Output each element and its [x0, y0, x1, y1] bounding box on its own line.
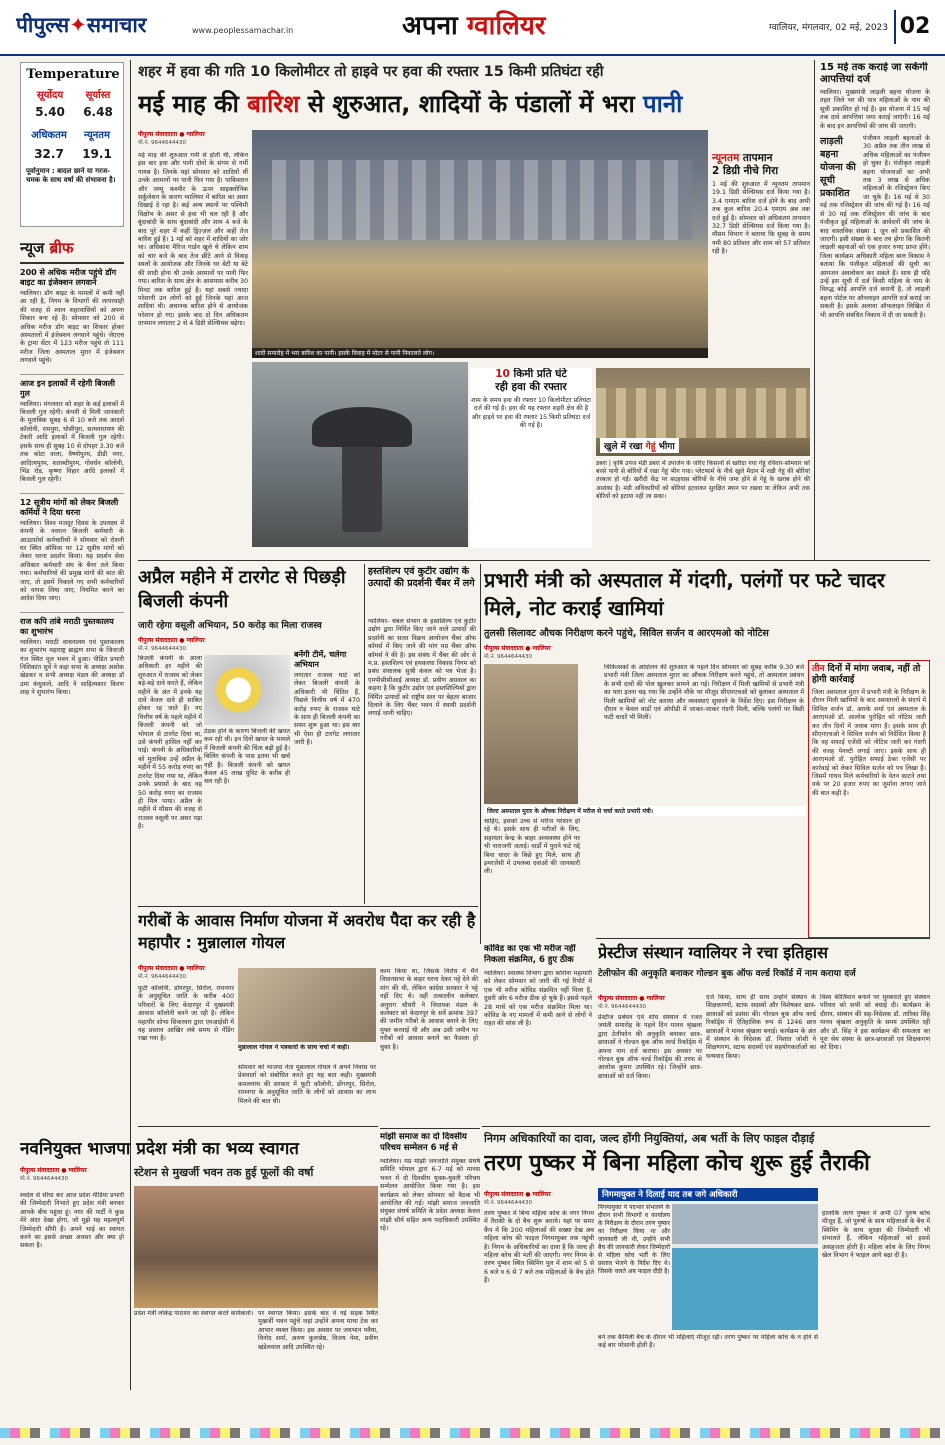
byline: पीपुल्स संवाददाता ● ग्वालियर	[20, 1167, 87, 1174]
mobile: मो.नं. 9644644430	[138, 140, 187, 146]
right-headline: 15 मई तक कराई जा सकेंगी आपत्तियां दर्ज	[820, 62, 928, 85]
mobile: मो.नं. 9644644430	[484, 1200, 533, 1206]
electric-body-2: ठंडक होने के कारण बिजली की खपत कम रही थी। इन दिनों खपत के मामले में बिजली कंपनी की चिंता बढ़ी हुई है। बिलिंग कंपनी के पास इतना भी खर्च नहीं है। बिजली कंपनी को खपत केवल 45 लाख यूनिट के करीब ही चल रही है।	[204, 728, 290, 786]
byline: पीपुल्स संवाददाता ● ग्वालियर	[484, 1191, 551, 1198]
hospital-body-2: चाहिए, इसको उच्च से मरीज परेशान हो रहे थे। इसके साथ ही मरीजों के लिए, सहायता केन्द्र के बाहर अव्यवस्था होने पर भी नाराजगी जताई। वार्डों में पुराने फटे गद्दे बिना चादर के बिछे हुए मिले, साथ ही इमरजेंसी में उपलब्ध दवाओं की जानकारी ली।	[484, 818, 580, 876]
mobile: मो.नं. 9644644430	[20, 1176, 69, 1182]
sunset-label: सूर्यास्त	[85, 90, 111, 101]
min-temp-head: न्यूनतम तापमान	[712, 152, 773, 164]
brief-headline: राज कपि तांबे मराठी पुस्तकालय का शुभारंभ	[20, 616, 114, 636]
electric-bulb-photo	[204, 655, 290, 725]
prestige-byline	[598, 994, 698, 1010]
corp-byline	[484, 1190, 584, 1206]
masthead	[0, 0, 945, 56]
corp-body-2: बने तक कैमिली बैच के दौरान भी महिलाएं मौजूद रहीं। तरण पुष्कर पर महिला कोच के न होने से कई बार परेशानी होती है।	[598, 1334, 818, 1350]
right-body-2: पंजीयन लाड़ली बहनाओं के 30 अप्रैल तक तीन लाख से अधिक महिलाओं का पंजीयन हो चुका है। पंजीकृत लाड़ली बहना योजनाओं का अभी तक 3 लाख से अधिक महिलाओं के रजिस्ट्रेशन किए जा चुके हैं। 16 मई से 30 मई तक रजिस्ट्रेशन की जांच की गई है। 16 मई से 30 मई तक रजिस्ट्रेशन की जांच के बाद पंजीकृत हुई महिलाओं के आवेदनों की जांच के बाद वास्तविक संख्या 1 जून को प्रकाशित की जाएगी। इसी संख्या के बाद तय होगा कि कितनी लाड़ली बहनाओं को एक हजार रुपए प्राप्त होंगे। जिला कार्यक्रम अधिकारी महिला बाल विकास ने बताया कि पंजीकृत महिलाओं की सूची का आमजन अवलोकन कर सकते हैं। साथ ही यदि उन्हें इस सूची में दर्ज किसी महिला के नाम के विरुद्ध कोई आपत्ति दर्ज करानी है, तो लाड़ली बहना पोर्टल पर ऑनलाइन आपत्ति दर्ज कराई जा सकती है। इसके अलावा ऑफलाइन लिखित में भी आपत्ति संबंधित निकाय में दी जा सकती है।	[820, 135, 930, 319]
bjp-body-2: पर स्वागत किया। इसके बाद वे नई सड़क स्थित मुखर्जी भवन पहुंचे जहां उन्होंने अपना माथा टेक कर आभार व्यक्त किया। इस अवसर पर जयभान पवैया, विनोद शर्मा, अरुण कुलश्रेष्ठ, विजय नेमा, प्रवीण खंडेलवाल आदि उपस्थित रहे।	[258, 1310, 378, 1351]
news-brief-header: न्यूज ब्रीफ	[20, 239, 74, 257]
covid-body: ग्वालियर। स्वास्थ्य विभाग द्वारा कोरोना महामारी को लेकर सोमवार को जारी की गई रिपोर्ट में एक भी मरीज कोविड संक्रमित नहीं मिला है, दूसरी ओर 6 मरीज ठीक हो चुके हैं। इससे पहले 28 मार्च को एक मरीज संक्रमित मिला था। कोविड के नए मामलों में कमी आने से लोगों ने राहत की सांस ली है।	[484, 970, 592, 1028]
swimming-pool-photo	[672, 1204, 818, 1330]
lead-headline: मई माह की बारिश से शुरुआत, शादियों के पंडालों में भरा पानी	[138, 90, 683, 118]
brief-body: ग्वालियर। विश्व मजदूर दिवस के उपलक्ष्य में कंपनी के नवरत्न बिजली कर्मचारी के आउटसोर्स कर्मचारियों ने सोमवार को रोशनी घर स्थित ऑफिस पर 12 सूत्रीय मांगों को लेकर धरना प्रदर्शन किया। यह प्रदर्शन सेवा अधिकार कर्मचारी संघ के बैनर तले किया गया। कर्मचारियों की प्रमुख मांगों की बात की जाए, तो इसमें निकाले गए सभी कर्मचारियों को वापस लिया जाए, नियमित करने का आदेश दिया जाए।	[20, 519, 124, 603]
byline: पीपुल्स संवाददाता ● ग्वालियर	[484, 645, 551, 652]
brief-headline: आज इन इलाकों में रहेगी बिजली गुल	[20, 378, 115, 398]
corp-photo-label: निगमायुक्त ने दिलाई याद तब जगे अधिकारी	[598, 1188, 818, 1201]
brief-body: ग्वालियर। मराठी वाचनालय एवं पुस्तकालय का शुभारंभ महाराष्ट्र ब्राह्मण सभा के जिवाजी गंज स्थित मूल भवन में हुआ। पीडित प्रभारी निशिकांत सुर्वे ने कहा सभा के अध्यक्ष अशोक खेडकर व सभी अध्यक्ष मंडल की अध्यक्ष डॉ उमा कंधुवाले, आदि ने साहित्यकार किरण शाह ने शुभारंभ किया।	[20, 638, 124, 697]
min-temp-box	[712, 152, 810, 362]
lead-byline	[138, 130, 248, 146]
craft-headline: हस्तशिल्प एवं कुटीर उद्योग के उत्पादों की प्रदर्शनी चैंबर में लगे	[368, 566, 475, 589]
wind-body: शाम के समय हवा की रफ्तार 10 किलोमीटर प्रतिघंटा दर्ज की गई है। हवा की यह रफ्तार शहरी क्षेत्र की है और हाइवे पर हवा की रफ्तार 15 किमी प्रतिघंटा दर्ज की गई है।	[471, 397, 591, 430]
side-label: लाड़ली बहना योजना की सूची प्रकाशित	[820, 136, 856, 200]
wind-head: 10 किमी प्रति घंटे	[495, 368, 567, 380]
housing-body-3: काम किया था, जिसके विरोध में मैंने विधानसभा के बाहर धरना देकर पट्टे देने की मांग की थी, लेकिन कांग्रेस सरकार ने पट्टे नहीं दिए थे। वहीं तत्कालीन कलेक्टर अनुराग चौधरी ने विधायक मंडल के कलेक्टर को केदारपुर के सर्वे क्रमांक 397 की जमीन गरीबों के आवास बनाने के लिए मुफ्त करवाई थी और अब उसी जमीन पर गरीबों को आवास बनाने का फैसला हो चुका है।	[380, 968, 478, 1051]
brief-item	[20, 268, 124, 366]
brief-item	[20, 374, 124, 485]
byline: पीपुल्स संवाददाता ● ग्वालियर	[138, 637, 205, 644]
wheat-label: खुले में रखा गेहूं भीगा	[600, 438, 679, 453]
site-url: www.peoplessamachar.in	[192, 26, 294, 35]
hospital-sub: तुलसी सिलावट औचक निरीक्षण करने पहुंचे, सिविल सर्जन व आरएमओ को नोटिस	[484, 628, 769, 639]
hospital-box	[808, 660, 930, 938]
lead-kicker: शहर में हवा की गति 10 किलोमीटर तो हाइवे पर हवा की रफ्तार 15 किमी प्रतिघंटा रही	[138, 64, 604, 80]
corp-body-3: हालांकि तरण पुष्कर में अभी 07 पुरुष कोच मौजूद हैं, जो पुरुषों के साथ महिलाओं के बैच में स्विमिंग के साथ सुरक्षा की जिम्मेदारी भी संभालते हैं, लेकिन महिलाओं को इससे असहजता होती है। महिला कोच के लिए निगम खेल विभाग ने फाइल आगे बढ़ा दी है।	[822, 1210, 930, 1260]
byline: पीपुल्स संवाददाता ● ग्वालियर	[598, 995, 665, 1002]
photo-caption: शादी समारोह में भरा बारिश का पानी। इसके विवाह में मोटर से पानी निकालते लोग।	[252, 348, 708, 358]
wind-box	[470, 368, 592, 548]
brief-body: ग्वालियर। मंगलवार को शहर के कई इलाकों में बिजली गुल रहेगी। कंपनी से मिली जानकारी के मुताबिक सुबह 6 से 10 बजे तक आदर्श कॉलोनी, रामपुरा, घोसीपुरा, सत्यनारायण की टेकरी आदि इलाकों में बिजली गुल रहेगी। इसके साथ ही सुबह 10 से दोपहर 3.30 बजे तक कोटा वाला, वैष्णोपुरम, डीडी नगर, आदित्यपुरम, शताब्दीपुरम, गोवर्धन कॉलोनी, भिंड रोड, कृष्णा विहार आदि इलाकों में बिजली गुल रहेगी।	[20, 400, 124, 484]
housing-photo	[238, 968, 376, 1042]
lead-body: मई माह की शुरुआत गर्मी से होती थी, लेकिन इस बार हवा और पानी दोनों के संगम से गर्मी गायब है। जिनके यहां सोमवार को शादियों थीं उनके अरमानों पर पानी फिर गया है। पाकिस्तान और जम्मू कश्मीर के ऊपर साइक्लोनिक सर्कुलेशन के कारण ग्वालियर में बारिश का असर दिखाई दे रहा है। कई अन्य स्थानों पर पश्चिमी विक्षोभ के असर से हवा भी चल रही है और बूंदाबांदी के साथ बूंदाबांदी और शाम 4 बजे के बाद पूरे शहर में कहीं ड्रिज़्ज़ल और कहीं तेज बारिश हुई है। 1 मई को शहर में शादियों का जोर था। अधिकांश मैरिज गार्डन खुले थे लेकिन शाम को चार बजे के बाद तेज छींटे आने से विवाह स्थलों के आयोजक और जिनके घर बेटी या बेटे की शादी होना थी उनके अरमानों पर पानी फिर गया। बारिश के साथ क्षेत्र के आसपास करीब 30 मिनट तक बारिश हुई है। यहां सबसे ज्यादा परेशानी उन लोगों को हुई जिनके यहां आज शादियां थी। अचानक बारिश होने से आयोजक परेशान हो गए। इसके बाद दो दिन अधिकतम तापमान लगातार 2 से 4 डिग्री सेल्सियस बढ़ेगा।	[138, 152, 248, 328]
dateline: ग्वालियर, मंगलवार, 02 मई, 2023	[769, 23, 888, 33]
forecast: पूर्वानुमान : बादल छाने या गरज-चमक के साथ वर्षा की संभावना है।	[26, 167, 116, 184]
majhi-body: ग्वालियर। मप्र मांझी जनजाति संयुक्त संघर्ष समिति भोपाल द्वारा 6-7 मई को मानस भवन में दो दिवसीय युवक-युवती परिचय सम्मेलन आयोजित किया गया है। इस कार्यक्रम को लेकर सोमवार को बैठक भी आयोजित की गई। मांझी समाज जनजाति संयुक्त संघर्ष समिति के प्रदेश अध्यक्ष केवल मांझी सौर्य सहित अन्य पदाधिकारी उपस्थित रहे।	[380, 1158, 480, 1233]
corp-photo-note: निगमायुक्त ने पदभार संभालने के दौरान सभी विभागों व कार्यालय के निरीक्षण के दौरान तरण पुष्कर का निरीक्षण किया था और जानकारी ली थी, उन्होंने सभी बैच की जानकारी लेकर जिम्मेदारों से महिला कोच भर्ती के लिए प्रस्ताव भेजने के निर्देश दिए थे। जिसके चलते अब फाइल दौड़ी है।	[598, 1204, 670, 1275]
min-temp-body: 1 मई की शुरुआत में न्यूनतम तापमान 19.1 डिग्री सेल्सियस दर्ज किया गया है। 3.4 एमएम बारिश दर्ज होने के बाद अभी तक कुल बारिश 20.4 एमएम अब तक दर्ज हुई है। सोमवार को अधिकतम तापमान 32.7 डिग्री सेल्सियस दर्ज किया गया है। मौसम विभाग ने बताया कि सुबह के समय नमी 80 प्रतिशत और शाम को 57 प्रतिशत रही है।	[712, 181, 810, 256]
lead-photo-rain	[252, 362, 468, 547]
electric-sub: जारी रहेगा वसूली अभियान, 50 करोड़ का मिला राजस्व	[138, 621, 322, 631]
right-column	[820, 62, 930, 562]
bjp-body-1: स्वदेश से सीधा कर आज प्रदेश मीडिया प्रभारी की जिम्मेदारी निभाते हुए प्रदेश मंत्री बनकर आपके बीच पहुंचा हूं। नगर की पार्टी ने कुछ मेरे अंदर देखा होगा, जो मुझे यह महत्वपूर्ण जिम्मेदारी सौंपी है। अपने भाई का स्वागत करने का इससे अच्छा अवसर और क्या हो सकता है।	[20, 1192, 124, 1250]
sunrise-time: 5.40	[35, 105, 65, 119]
min-label: न्यूनतम	[84, 130, 110, 141]
prestige-body-1: प्रेस्टीज प्रबंधन एवं शोध संस्थान में रजत जयंती समारोह के पहले दिन मानव श्रृंखला द्वारा टेलीफोन की अनुकृति बनाकर छात्र-छात्राओं ने गोल्डन बुक ऑफ वर्ल्ड रिकॉर्ड्स में अपना नाम दर्ज कराया। इस अवसर पर गोल्डन बुक ऑफ वर्ल्ड रिकॉर्ड्स की तरफ से आलोक कुमार उपस्थित रहे। जिन्होंने छात्र-छात्राओं को दर्ज किया।	[598, 1014, 702, 1080]
mobile: मो.नं. 9644644430	[598, 1004, 647, 1010]
brief-headline: 200 से अधिक मरीज पहुंचे डॉग बाइट का इंजेक्शन लगवाने	[20, 268, 117, 287]
electric-sub-2: बनेंगी टीमें, चलेगा अभियान	[294, 650, 347, 669]
sunrise-label: सूर्योदय	[36, 90, 64, 101]
brief-headline: 12 सूत्रीय मांगों को लेकर बिजली कर्मियों ने दिया धरना	[20, 497, 119, 517]
max-temp: 32.7	[34, 147, 64, 161]
housing-photo-caption: मुन्नालाल गोयल ने पत्रकारों के साथ चर्चा में कहीं।	[238, 1044, 350, 1051]
electric-headline: अप्रैल महीने में टारगेट से पिछड़ी बिजली कंपनी	[138, 567, 346, 612]
brief-body: ग्वालियर। डॉग बाइट के मामलों में कमी नहीं आ रही है, निगम के विभागों की लापरवाही की वजह से श्वान शहरवासियों को अपना शिकार बना रहे हैं। सोमवार को 200 से अधिक मरीज डॉग बाइट का शिकार होकर अस्पतालों में इंजेक्शन लगवाने पहुंचे। जेएएच के ट्रामा सेंटर में 123 मरीज पहुंचे तो 111 मरीज जिला अस्पताल मुरार में इंजेक्शन लगवाने पहुंचे।	[20, 290, 124, 365]
wheat-photo	[596, 368, 810, 456]
sunset-time: 6.48	[83, 105, 113, 119]
temperature-box	[20, 62, 124, 227]
brand-logo: पीपुल्स✦समाचार	[16, 13, 147, 37]
hospital-photo-caption: जिला अस्पताल मुरार के औचक निरीक्षण में मरीज से चर्चा करते प्रभारी मंत्री।	[484, 806, 806, 816]
byline: पीपुल्स संवाददाता ● ग्वालियर	[138, 131, 205, 138]
right-body-1: ग्वालियर। मुख्यमंत्री लाड़ली बहना योजना के तहत जिले भर की पात्र महिलाओं के नाम की सूची प्रकाशित हो गई है। इस योजना में 15 मई तक दावे आपत्तियां जमा कराई जाएंगी। 16 मई के बाद इन आपत्तियों की जांच की जाएगी।	[820, 89, 930, 130]
corp-headline: तरण पुष्कर में बिना महिला कोच शुरू हुई तैराकी	[484, 1151, 870, 1176]
electric-body-3: लगातार राजस्व घाटे को लेकर बिजली कंपनी के अधिकारी भी चिंतित हैं, पिछले वित्तीय वर्ष में 470 करोड़ रुपए के राजस्व घाटे के साथ ही बिजली कंपनी का सफर शुरू हुआ था। इस बार भी ऐसा ही टारगेट लगातार जारी है।	[294, 672, 360, 747]
corp-body-1: तरण पुष्कर में बिना महिला कोच के नगर निगम में तैराकी के दो बैच शुरू कराये। यहां पर समर कैंप में कि 200 महिलाओं की सख्या देख अब महिला कोच की फाइल निगमायुक्त तक पहुंची है। निगम के अधिकारियों का दावा है कि जल्द ही महिला कोच की भर्ती की जाएगी। नगर निगम के तरण पुष्कर स्थित स्विमिंग पूल में शाम को 5 से 6 बजे व 6 से 7 बजे तक महिलाओं के बैच होते हैं।	[484, 1210, 594, 1285]
bjp-byline	[20, 1166, 120, 1182]
lead-photo-wedding	[252, 130, 708, 358]
max-label: अधिकतम	[31, 130, 67, 141]
bjp-sub: स्टेशन से मुखर्जी भवन तक हुई फूलों की वर्षा	[134, 1166, 314, 1179]
hospital-box-body: जिला अस्पताल मुरार में प्रभारी मंत्री के निरीक्षण के दौरान मिली खामियों के बाद अस्पतालों के संदर्भ में सिविल सर्जन डॉ. आरके शर्मा एवं अस्पताल के आरएमओ डॉ. आलोक पुरोहित को नोटिस जारी कर तीन दिनों में जवाब मांगा है। इसके साथ ही सीएमएचओ ने सिविल सर्जन को निर्देशित किया है कि वह सफाई एजेंसी को नोटिस जारी कर गंदगी की वजह पेनल्टी लगाई जाए। इसके साथ ही आरएमओ डॉ. पुरोहित सफाई ठेका एजेंसी पर कार्रवाई को लेकर सिविल सर्जन को पत्र लिखा है। जिसमें गांधव मिले कर्मचारियों के वेतन काटने तथा वर्क पर 20 हजार रुपए का जुर्माना लगाए जाने की बात कही है।	[812, 689, 926, 797]
wind-subhead: रही हवा की रफ्तार	[495, 381, 567, 393]
wheat-caption: डबरा | कृषि उपज मंडी डबरा में उपार्जन के जरिए किसानों से खरीदा गया गेहूं रविवार-सोमवार को बरसे पानी से बोरियों में रखा गेहूं भीग गया। प्लेटफार्म के नीचे खुले मैदान में रखी गेहूं की बोरियां तरबतर हो गईं। खरीदी केंद्र पर बदहवास बोरियों के नीचे जमा होने से गेहूं के खराब होने की आशंका है। मंडी अधिकारियों को बोरियां हटवाकर सुरक्षित स्थान पर रखवा या लेकिन अभी तक बोरियों को हटाया नहीं जा सका।	[596, 460, 810, 500]
housing-headline: गरीबों के आवास निर्माण योजना में अवरोध पैदा कर रही है महापौर : मुन्नालाल गोयल	[138, 911, 476, 952]
mobile: मो.नं. 9644644430	[484, 654, 533, 660]
registration-bar	[0, 1428, 945, 1438]
bjp-photo	[134, 1186, 378, 1308]
hospital-headline: प्रभारी मंत्री को अस्पताल में गंदगी, पलंगों पर फटे चादर मिले, नोट कराईं खामियां	[484, 568, 885, 620]
hospital-body-1: चिकित्सकों के आंदोलन की शुरुआत के पहले दिन सोमवार को सुबह करीब 9.30 बजे प्रभारी मंत्री जिला अस्पताल मुरार का औचक निरीक्षण करने पहुंचे, तो अस्पताल प्रबंधन के सभी दावों की पोल खुलकर सामने आ गई। निरीक्षण में मिली खामियों से प्रभारी मंत्री का पारा इतना चढ़ गया कि उन्होंने मौके पर मौजूद सीएमएचओ को बुलाकर अस्पताल में मिली खामियों को नोट कराया और व्यवस्थाएं सुधारने के निर्देश दिए। इस निरीक्षण के दौरान न केवल वार्डों एवं ओपीडी में जाकर-जाकर गंदगी मिली, बल्कि पलंगों पर बिछी फटी चादरें भी मिलीं।	[604, 664, 804, 722]
housing-byline	[138, 964, 238, 980]
byline: पीपुल्स संवाददाता ● ग्वालियर	[138, 965, 205, 972]
temperature-title: Temperature	[26, 67, 120, 82]
hospital-box-head: तीन दिनों में मांगा जवाब, नहीं तो होगी कार्रवाई	[812, 664, 921, 685]
min-temp: 19.1	[82, 147, 112, 161]
majhi-headline: मांझी समाज का दो दिवसीय परिचय सम्मेलन 6 मई से	[380, 1132, 467, 1153]
brief-item	[20, 612, 124, 698]
prestige-headline: प्रेस्टीज संस्थान ग्वालियर ने रचा इतिहास	[598, 943, 828, 962]
prestige-body-2: दर्ज किया, साथ ही साथ उन्होंने संस्थान के शिक्षकगणों, स्टाफ सदस्यों और विशेषकर छात्र-छात्राओं को प्रशंसा की। गोल्डन बुक ऑफ वर्ल्ड रिकॉर्ड्स में ऐतिहासिक रूप से 1246 छात्र छात्राओं ने मानव श्रृंखला बनाई। कार्यक्रम के अंत में संस्थान के निदेशक डॉ. निशांत जोशी ने शिक्षणगण, स्टाफ सदस्यों एवं सहयोगकर्ताओं का धन्यवाद किया।	[706, 994, 816, 1060]
prestige-body-3: विश्व कीर्तिमान बनाने पर मुस्कराते हुए संस्थान परिवार को सभी को बधाई दी। कार्यक्रम के दौरान, संस्थान की सह-निदेशक डॉ. तारिका सिंह मानव श्रृंखला अनुकृति के समय उपस्थित रहीं और डॉ. सिंह ने इस कार्यक्रम की सफलता का पूरा श्रेय संस्था के छात्र-छात्राओं एवं शिक्षकगण को दिया।	[820, 994, 930, 1052]
hospital-photo	[484, 664, 578, 804]
corp-kicker: निगम अधिकारियों का दावा, जल्द होंगी नियुक्तियां, अब भर्ती के लिए फाइल दौड़ाई	[484, 1132, 815, 1145]
electric-body-1: बिजली कंपनी के आला अधिकारी हर महीने की शुरुआत में राजस्व को लेकर बड़े-बड़े दावे करते हैं, लेकिन महीने के अंत में इनके यह दावे केवल दावे ही साबित होकर रह जाते हैं। नए वित्तीय वर्ष के पहले महीने में बिजली कंपनी को जो भोपाल से टारगेट दिया था, उसे कंपनी हासिल नहीं कर पाई। कंपनी के अधिकारियों को मुताबिक उन्हें अप्रैल के महीने में 55 करोड़ रुपए का टारगेट दिया गया था, लेकिन उनके प्रयासों के बाद वह 50 करोड़ रुपए का राजस्व ही मिल पाया। अप्रैल के महीने में मौसम की वजह से राजस्व वसूली पर असर पड़ा है।	[138, 655, 202, 831]
hospital-byline	[484, 644, 584, 660]
section-title: अपना ग्वालियर	[402, 11, 546, 41]
min-temp-subhead: 2 डिग्री नीचे गिरा	[712, 165, 779, 177]
covid-headline: कोविड का एक भी मरीज नहीं निकला संक्रमित, 6 हुए ठीक	[484, 944, 576, 965]
bjp-photo-caption: प्रदेश मंत्री लोकेंद्र पाराशर का स्वागत करते कार्यकर्ता।	[134, 1310, 254, 1317]
brief-item	[20, 493, 124, 604]
bjp-headline: नवनियुक्त भाजपा प्रदेश मंत्री का भव्य स्वागत	[20, 1139, 299, 1159]
mobile: मो.नं. 9644644430	[138, 974, 187, 980]
craft-body: ग्वालियर- चंबल संभाग के हस्तशिल्प एवं कुटीर उद्योग द्वारा निर्मित किए जाने वाले उत्पादों की प्रदर्शनी का सतत विक्रय आयोजन चैंबर ऑफ कॉमर्स में किए जाने की मांग मप्र चैंबर ऑफ कॉमर्स ने की है। इस संबंध में चैंबर की ओर से म.प्र. हस्तशिल्प एवं हथकरघा विकास निगम को प्रबंध संचालक सुश्री कंवल को पत्र भेजा है। एमपीसीसीआई अध्यक्ष डॉ. प्रवीण अग्रवाल का कहना है कि कुटीर उद्योग एवं हस्तशिल्पियों द्वारा निर्मित उत्पादों को राष्ट्रीय स्तर पर बेहतर बाजार दिलाने के लिए चैंबर भवन में स्थायी प्रदर्शनी लगाई जानी चाहिए।	[368, 618, 476, 718]
electric-byline	[138, 636, 238, 652]
housing-body-2: सोमवार को भाजपा नेता मुन्नालाल गोयल ने अपने निवास पर प्रेसवार्ता को संबोधित करते हुए यह बात कही। मुख्यमंत्री कमलनाथ की सरकार में फूटी कॉलोनी, डोंगरपुर, सिरोल, रामनगर के अनुसूचित जाति के लोगों को आवास का लाभ मिलने की बात थी।	[238, 1064, 376, 1105]
mobile: मो.नं. 9644644430	[138, 646, 187, 652]
prestige-sub: टेलीफोन की अनुकृति बनाकर गोल्डन बुक ऑफ वर्ल्ड रिकॉर्ड में नाम कराया दर्ज	[598, 969, 856, 979]
page-number: 02	[894, 10, 934, 44]
housing-body-1: फूटी कॉलोनी, डोंगरपुर, सिरोल, रामनगर के अनुसूचित जाति के करीब 400 परिवारों के लिए केदारपुर में मुख्यमंत्री आवास कॉलोनी बनने जा रही है। लेकिन महापौर शोभा सिकरवार द्वारा एमआईसी में यह प्रस्ताव आखिर लंबे समय से पेंडिंग रखा गया है।	[138, 985, 234, 1043]
